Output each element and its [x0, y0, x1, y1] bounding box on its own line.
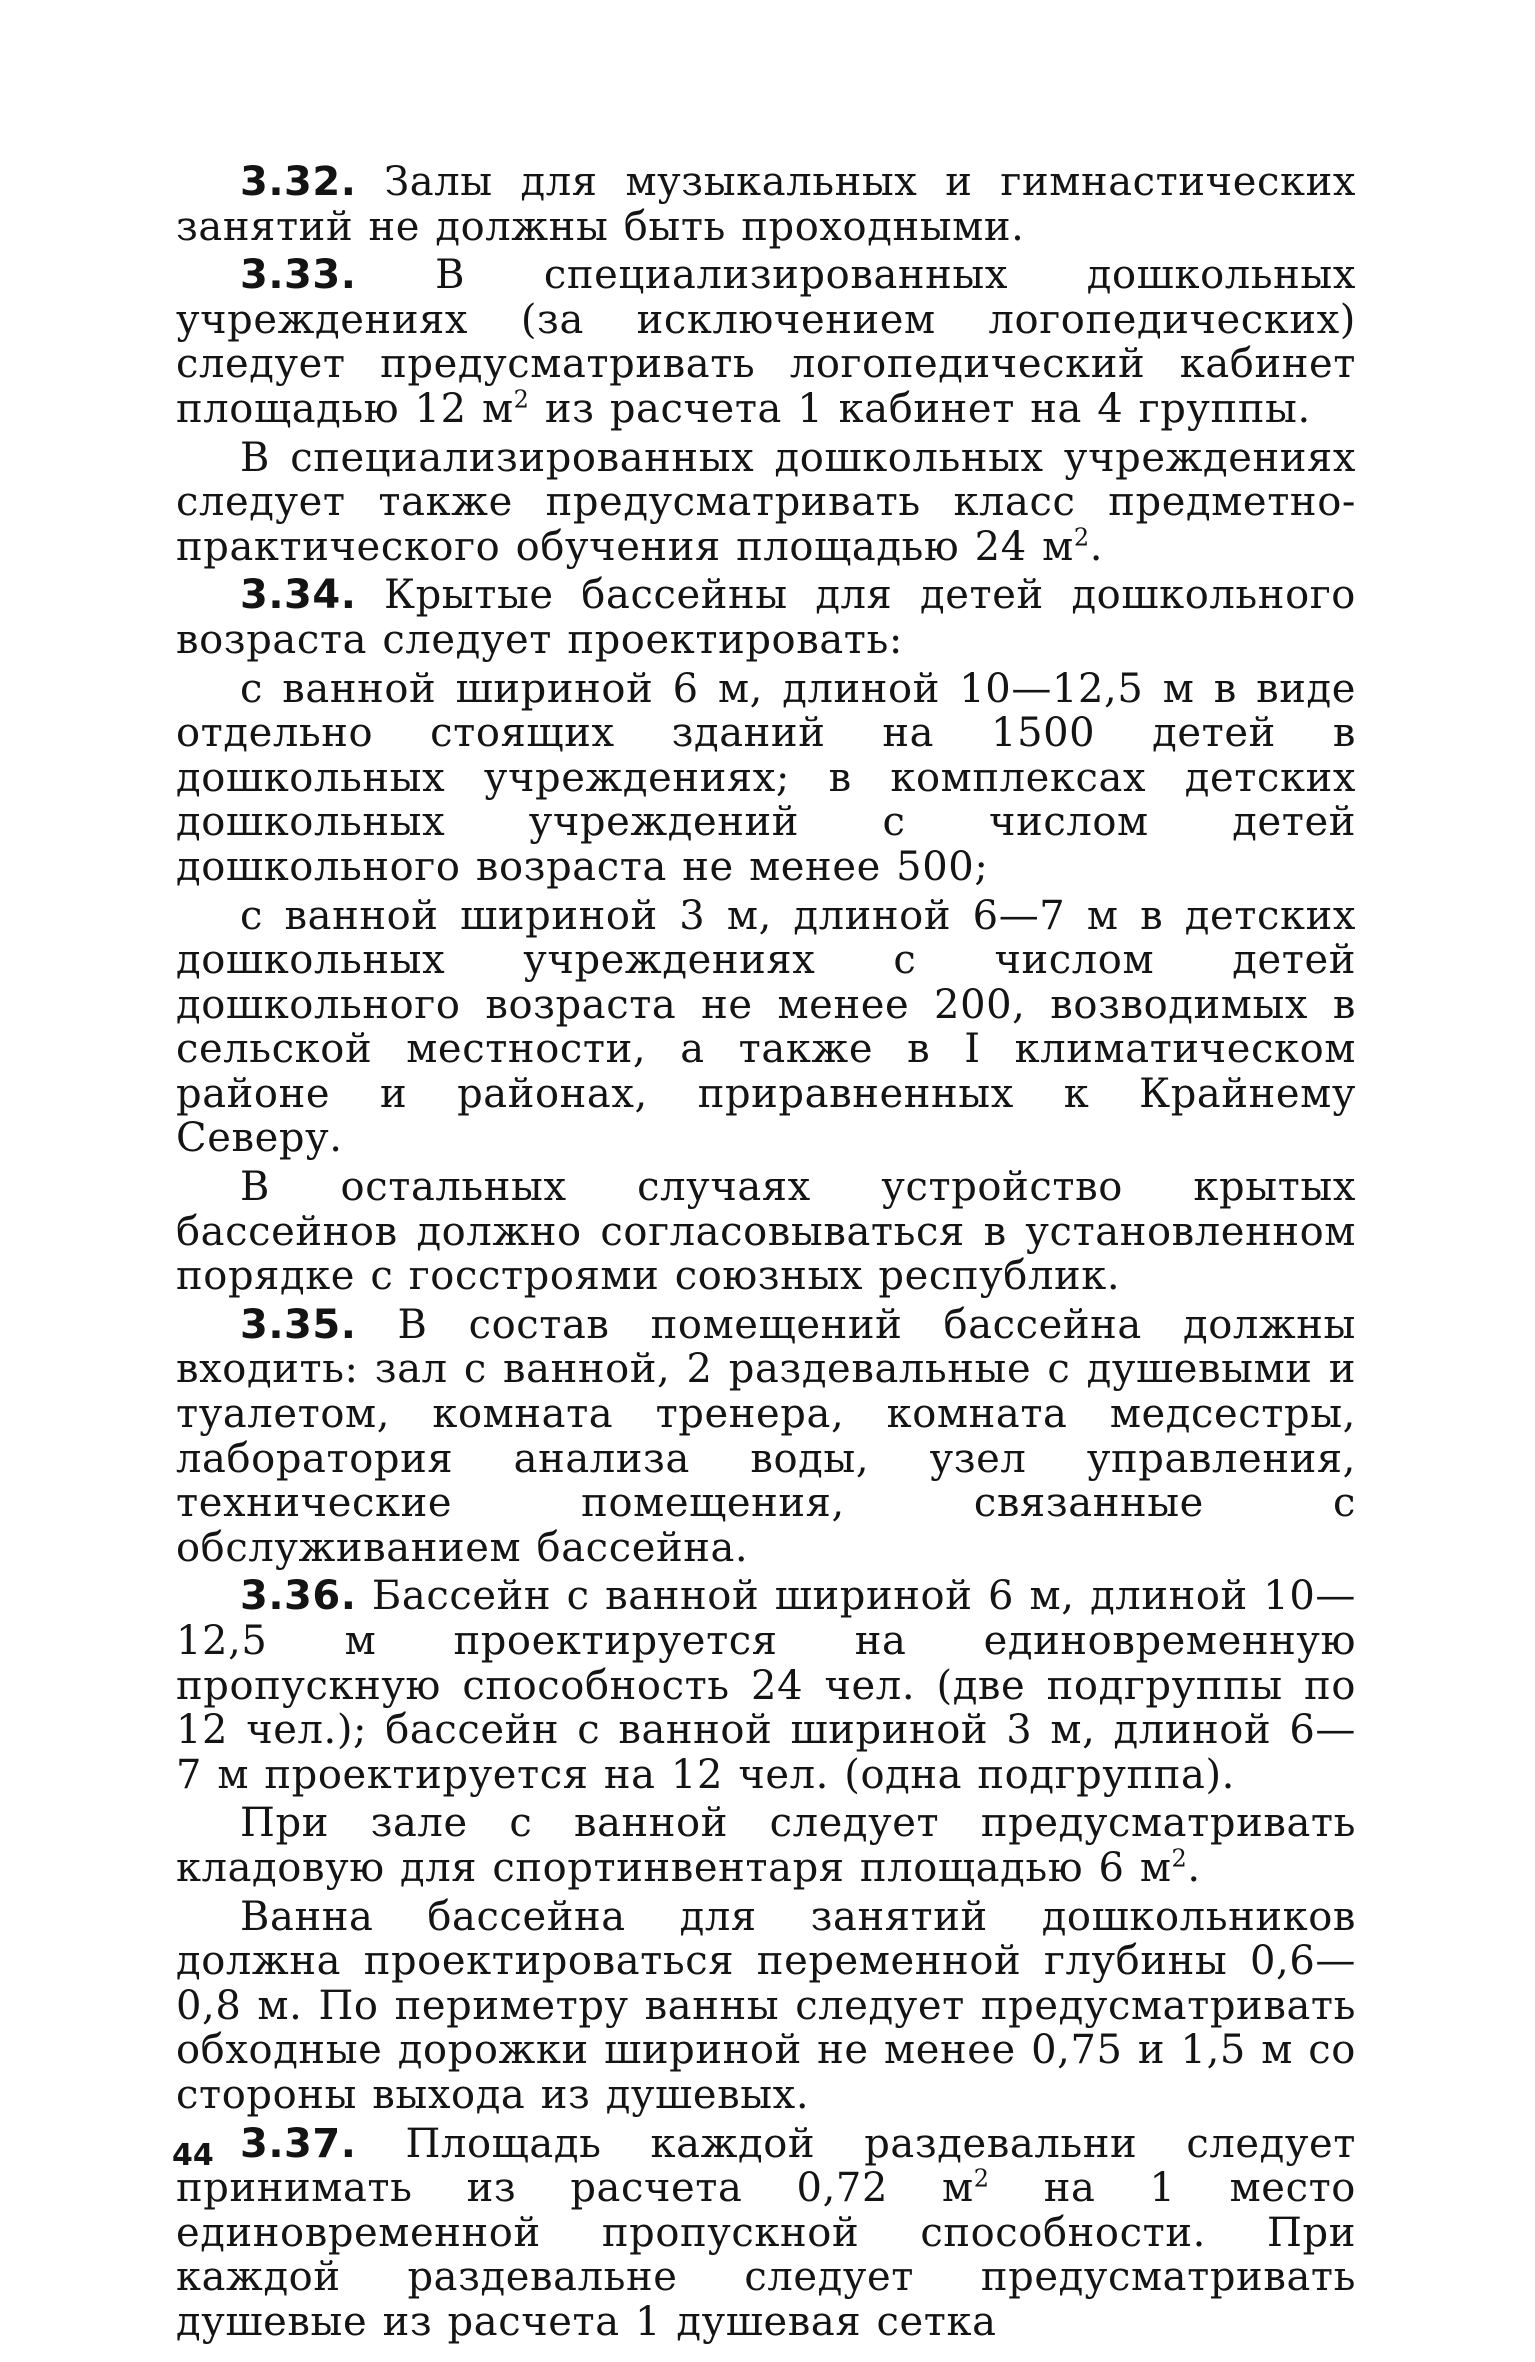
paragraph-text-tail: на 1 место единовременной пропускной способности. При каждой раздевальне следует предусматривать душевые из расчета 1 душевая сетка — [176, 2165, 1356, 2345]
paragraph-text: Ванна бассейна для занятий дошкольников должна проектироваться переменной глубины 0,6—0,8 м. По периметру ванны следует предусматривать обходные дорожки шириной не менее 0,75 и 1,5 м со стороны выхода из душевых. — [176, 1893, 1356, 2118]
paragraph-3-33-continued — [176, 436, 1356, 570]
paragraph-3-34-other-cases — [176, 1165, 1356, 1299]
paragraph-number: 3.37. — [240, 2120, 357, 2167]
paragraph-text: В специализированных дошкольных учреждениях (за исключением логопедических) следует предусматривать логопедический кабинет площадью 12 м — [176, 252, 1356, 432]
paragraph-text: При зале с ванной следует предусматривать кладовую для спортинвентаря площадью 6 м — [176, 1800, 1356, 1891]
paragraph-text: Залы для музыкальных и гимнастических занятий не должны быть проходными. — [176, 159, 1356, 250]
paragraph-3-37 — [176, 2122, 1356, 2345]
paragraph-3-36-pool-depth — [176, 1895, 1356, 2118]
paragraph-3-34-item-1 — [176, 667, 1356, 890]
text-body — [176, 160, 1356, 2349]
paragraph-text: с ванной шириной 3 м, длиной 6—7 м в детских дошкольных учреждениях с числом детей дошкольного возраста не менее 200, возводимых в сельской местности, а также в I климатическом районе и районах, приравненных к Крайнему Северу. — [176, 892, 1356, 1162]
paragraph-3-34 — [176, 573, 1356, 662]
superscript: 2 — [1073, 523, 1090, 552]
paragraph-number: 3.35. — [240, 1301, 357, 1348]
paragraph-text: В специализированных дошкольных учреждениях следует также предусматривать класс предметно-практического обучения площадью 24 м — [176, 434, 1356, 570]
paragraph-text: В состав помещений бассейна должны входить: зал с ванной, 2 раздевальные с душевыми и туалетом, комната тренера, комната медсестры, лаборатория анализа воды, узел управления, технические помещения, связанные с обслуживанием бассейна. — [176, 1301, 1356, 1571]
superscript: 2 — [1171, 1844, 1188, 1873]
paragraph-number: 3.32. — [240, 159, 357, 205]
paragraph-text: В остальных случаях устройство крытых бассейнов должно согласовываться в установленном порядке с госстроями союзных республик. — [176, 1164, 1356, 1300]
paragraph-text: Площадь каждой раздевальни следует принимать из расчета 0,72 м — [176, 2120, 1356, 2212]
paragraph-3-36 — [176, 1574, 1356, 1797]
paragraph-text-tail: . — [1089, 523, 1104, 570]
paragraph-number: 3.34. — [240, 572, 357, 619]
paragraph-3-32 — [176, 160, 1356, 249]
paragraph-text-tail: . — [1187, 1844, 1201, 1891]
paragraph-3-33 — [176, 253, 1356, 431]
paragraph-3-35 — [176, 1303, 1356, 1571]
superscript: 2 — [973, 2164, 990, 2193]
paragraph-number: 3.36. — [240, 1573, 357, 1620]
paragraph-text: Бассейн с ванной шириной 6 м, длиной 10—12,5 м проектируется на единовременную пропускную способность 24 чел. (две подгруппы по 12 чел.); бассейн с ванной шириной 3 м, длиной 6—7 м проектируется на 12 чел. (одна подгруппа). — [176, 1573, 1356, 1798]
superscript: 2 — [513, 385, 530, 414]
paragraph-text: с ванной шириной 6 м, длиной 10—12,5 м в виде отдельно стоящих зданий на 1500 детей в дошкольных учреждениях; в комплексах детских дошкольных учреждений с числом детей дошкольного возраста не менее 500; — [176, 665, 1356, 890]
paragraph-text-tail: из расчета 1 кабинет на 4 группы. — [529, 385, 1311, 432]
paragraph-text: Крытые бассейны для детей дошкольного возраста следует проектировать: — [176, 572, 1356, 663]
paragraph-3-34-item-2 — [176, 894, 1356, 1162]
paragraph-number: 3.33. — [240, 252, 357, 299]
page-number: 44 — [172, 2138, 214, 2173]
paragraph-3-36-storage — [176, 1801, 1356, 1890]
